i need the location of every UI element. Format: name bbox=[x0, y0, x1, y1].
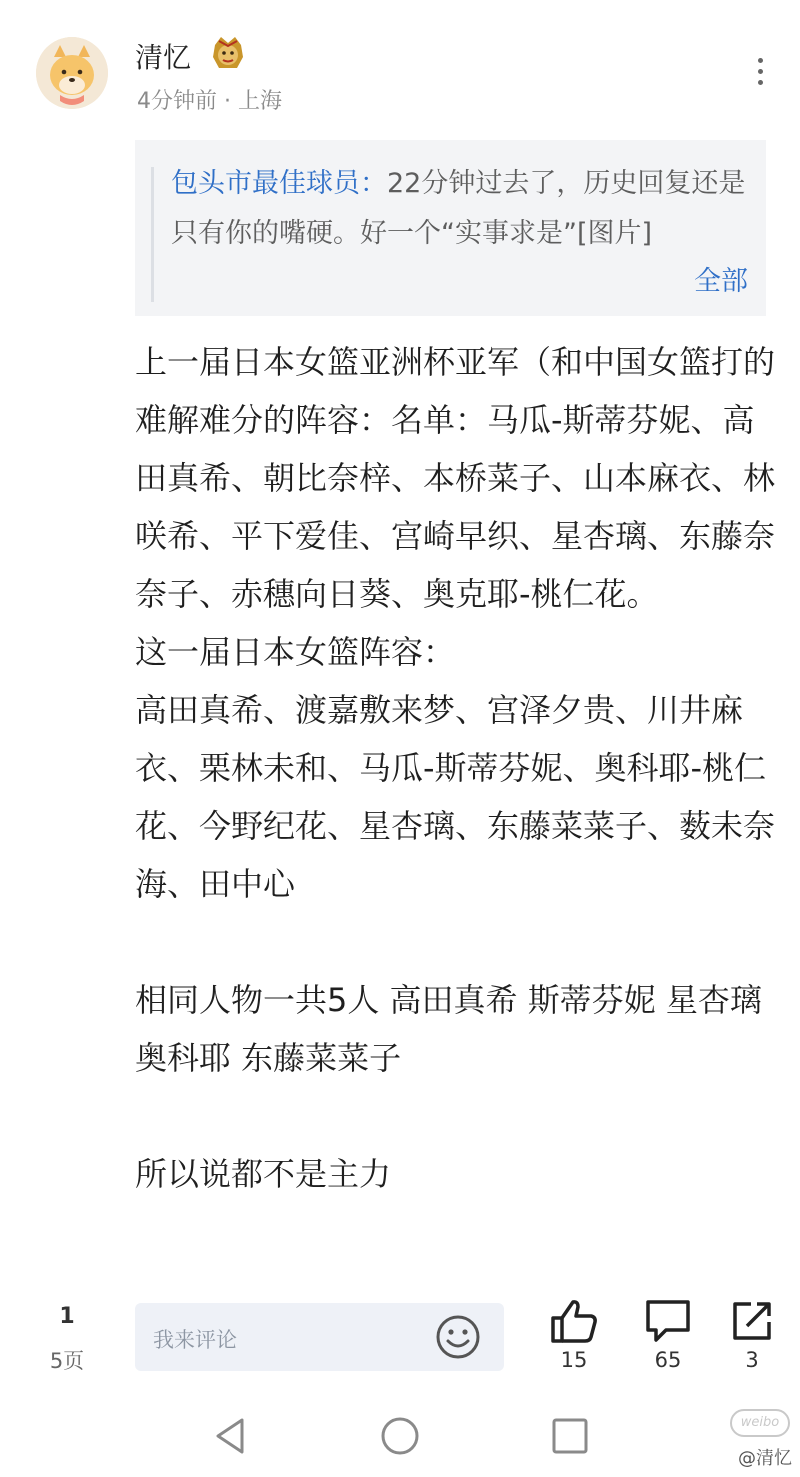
lion-badge-icon bbox=[209, 35, 247, 71]
post-location: 上海 bbox=[238, 89, 283, 114]
quote-text: 22分钟过去了，历史回复还是只有你的嘴硬。好一个“实事求是”[图片] bbox=[171, 168, 746, 249]
like-button[interactable] bbox=[539, 1298, 609, 1372]
system-nav-bar bbox=[0, 1400, 800, 1477]
share-icon bbox=[729, 1298, 775, 1344]
quote-bar bbox=[151, 167, 154, 302]
dog-avatar-icon bbox=[36, 37, 108, 109]
back-icon[interactable] bbox=[208, 1414, 252, 1458]
quote-text-block bbox=[171, 159, 751, 259]
comment-count: 65 bbox=[654, 1348, 682, 1372]
post-meta bbox=[137, 84, 282, 115]
avatar[interactable] bbox=[36, 37, 108, 109]
page-current[interactable]: 1 bbox=[59, 1304, 75, 1329]
smile-icon[interactable] bbox=[435, 1314, 481, 1360]
blank-line bbox=[135, 913, 775, 971]
comment-body bbox=[135, 333, 775, 1203]
watermark-text: @清忆 bbox=[738, 1448, 792, 1469]
paragraph: 上一届日本女篮亚洲杯亚军（和中国女篮打的难解难分的阵容：名单：马瓜-斯蒂芬妮、高田真希、朝比奈梓、本桥菜子、山本麻衣、林咲希、平下爱佳、宫崎早织、星杏璃、东藤奈奈子、赤穗向日葵、奥克耶-桃仁花。 bbox=[135, 343, 776, 613]
thumbs-up-icon bbox=[549, 1298, 599, 1344]
more-vertical-icon[interactable] bbox=[752, 58, 768, 90]
quoted-reply[interactable] bbox=[135, 140, 766, 316]
post-time: 4分钟前 bbox=[137, 89, 217, 114]
username[interactable]: 清忆 bbox=[135, 41, 192, 74]
paragraph: 这一届日本女篮阵容： bbox=[135, 633, 456, 671]
blank-line bbox=[135, 1087, 775, 1145]
comment-input[interactable] bbox=[135, 1303, 504, 1371]
page-total[interactable]: 5页 bbox=[49, 1349, 85, 1373]
weibo-logo: weibo bbox=[730, 1409, 790, 1437]
paragraph: 所以说都不是主力 bbox=[135, 1155, 392, 1193]
comment-button[interactable] bbox=[633, 1298, 703, 1372]
share-count: 3 bbox=[745, 1348, 759, 1372]
like-count: 15 bbox=[560, 1348, 588, 1372]
home-icon[interactable] bbox=[378, 1414, 422, 1458]
paragraph: 相同人物一共5人 高田真希 斯蒂芬妮 星杏璃 奥科耶 东藤菜菜子 bbox=[135, 981, 773, 1077]
recent-apps-icon[interactable] bbox=[548, 1414, 592, 1458]
share-button[interactable] bbox=[717, 1298, 787, 1372]
comment-placeholder: 我来评论 bbox=[153, 1328, 237, 1352]
comment-bubble-icon bbox=[644, 1298, 692, 1344]
paragraph: 高田真希、渡嘉敷来梦、宫泽夕贵、川井麻衣、栗林未和、马瓜-斯蒂芬妮、奥科耶-桃仁花、今野纪花、星杏璃、东藤菜菜子、薮未奈海、田中心 bbox=[135, 691, 776, 903]
meta-separator: · bbox=[224, 89, 231, 114]
expand-full-link[interactable]: 全部 bbox=[694, 266, 748, 297]
quote-username[interactable]: 包头市最佳球员： bbox=[171, 168, 387, 199]
